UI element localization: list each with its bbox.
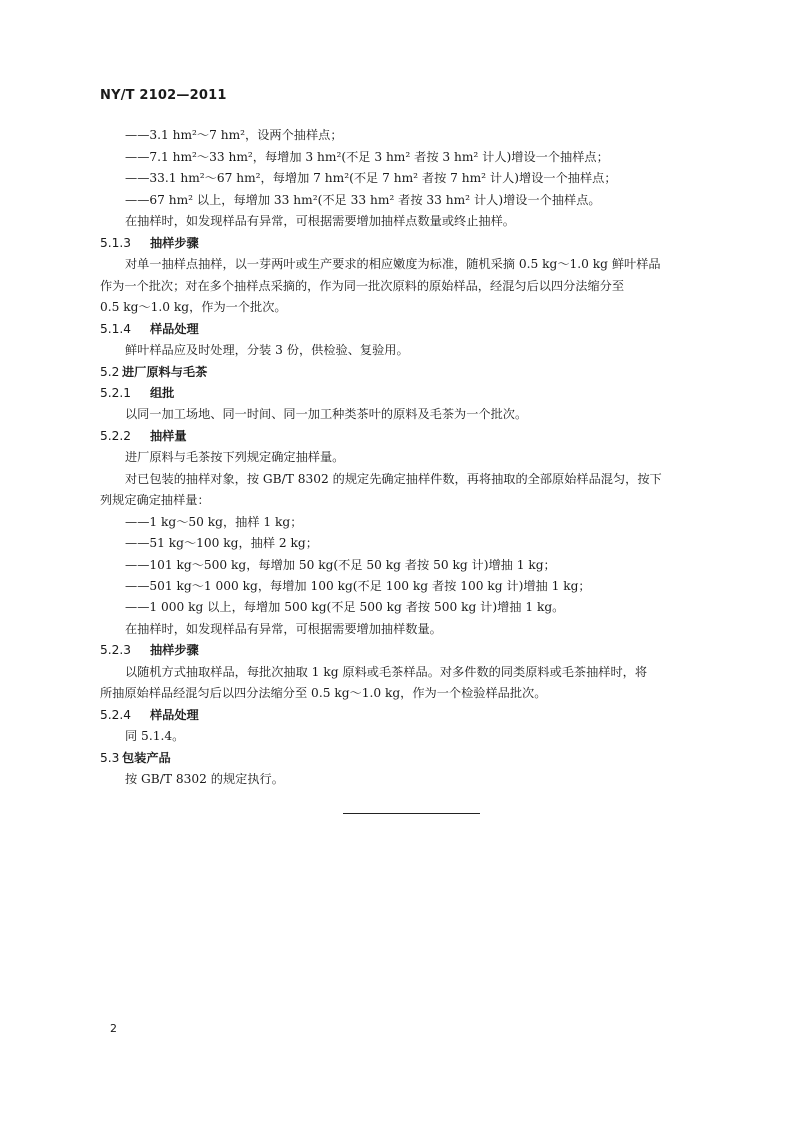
section-heading-5-2-2 [100,428,187,444]
section-number: 5.1.3 [100,236,132,250]
section-title: 包装产品 [122,751,171,765]
section-heading-5-2-4 [100,707,199,723]
paragraph-line: 鲜叶样品应及时处理，分装 3 份，供检验、复验用。 [125,343,409,357]
paragraph-line: 以随机方式抽取样品，每批次抽取 1 kg 原料或毛茶样品。对多件数的同类原料或毛茶抽样时，将 [125,665,648,679]
section-heading-5-2 [100,364,207,380]
paragraph-line: 在抽样时，如发现样品有异常，可根据需要增加抽样数量。 [125,622,442,636]
list-item: ——3.1 hm²～7 hm²，设两个抽样点； [125,128,343,142]
section-title: 抽样步骤 [150,236,199,250]
section-number: 5.2.3 [100,643,132,657]
section-heading-5-1-3 [100,235,199,251]
list-item: ——1 kg～50 kg，抽样 1 kg； [125,515,303,529]
paragraph-line: 0.5 kg～1.0 kg，作为一个批次。 [100,300,287,314]
end-rule [343,813,480,814]
section-title: 抽样步骤 [150,643,199,657]
section-heading-5-1-4 [100,321,199,337]
section-number: 5.2.1 [100,386,132,400]
section-number: 5.2 [100,365,120,379]
paragraph-line: 同 5.1.4。 [125,729,185,743]
paragraph-line: 所抽原始样品经混匀后以四分法缩分至 0.5 kg～1.0 kg，作为一个检验样品批次。 [100,686,547,700]
section-number: 5.3 [100,751,120,765]
paragraph-line: 以同一加工场地、同一时间、同一加工种类茶叶的原料及毛茶为一个批次。 [125,407,528,421]
section-number: 5.2.4 [100,708,132,722]
section-heading-5-2-1 [100,385,174,401]
section-heading-5-2-3 [100,642,199,658]
paragraph-line: 进厂原料与毛茶按下列规定确定抽样量。 [125,450,345,464]
section-title: 抽样量 [150,429,187,443]
paragraph: 在抽样时，如发现样品有异常，可根据需要增加抽样点数量或终止抽样。 [125,214,515,228]
section-title: 样品处理 [150,708,199,722]
list-item: ——101 kg～500 kg，每增加 50 kg(不足 50 kg 者按 50 kg 计)增抽 1 kg； [125,558,556,572]
document-header: NY/T 2102—2011 [100,88,227,103]
list-item: ——33.1 hm²～67 hm²，每增加 7 hm²(不足 7 hm² 者按 7 hm² 计人)增设一个抽样点； [125,171,617,185]
paragraph-line: 对已包装的抽样对象，按 GB/T 8302 的规定先确定抽样件数，再将抽取的全部原始样品混匀，按下 [125,472,662,486]
list-item: ——501 kg～1 000 kg，每增加 100 kg(不足 100 kg 者按 100 kg 计)增抽 1 kg； [125,579,591,593]
page-number: 2 [110,1022,117,1035]
section-title: 样品处理 [150,322,199,336]
section-heading-5-3 [100,750,171,766]
list-item: ——51 kg～100 kg，抽样 2 kg； [125,536,318,550]
paragraph-line: 按 GB/T 8302 的规定执行。 [125,772,284,786]
list-item: ——1 000 kg 以上，每增加 500 kg(不足 500 kg 者按 500 kg 计)增抽 1 kg。 [125,600,565,614]
list-item: ——7.1 hm²～33 hm²，每增加 3 hm²(不足 3 hm² 者按 3 hm² 计人)增设一个抽样点； [125,150,609,164]
paragraph-line: 列规定确定抽样量： [100,493,210,507]
section-title: 组批 [150,386,175,400]
section-number: 5.1.4 [100,322,132,336]
list-item: ——67 hm² 以上，每增加 33 hm²(不足 33 hm² 者按 33 hm² 计人)增设一个抽样点。 [125,193,601,207]
section-number: 5.2.2 [100,429,132,443]
section-title: 进厂原料与毛茶 [122,365,208,379]
paragraph-line: 对单一抽样点抽样，以一芽两叶或生产要求的相应嫩度为标准，随机采摘 0.5 kg～1.0 kg 鲜叶样品 [125,257,661,271]
paragraph-line: 作为一个批次；对在多个抽样点采摘的，作为同一批次原料的原始样品，经混匀后以四分法缩分至 [100,279,625,293]
